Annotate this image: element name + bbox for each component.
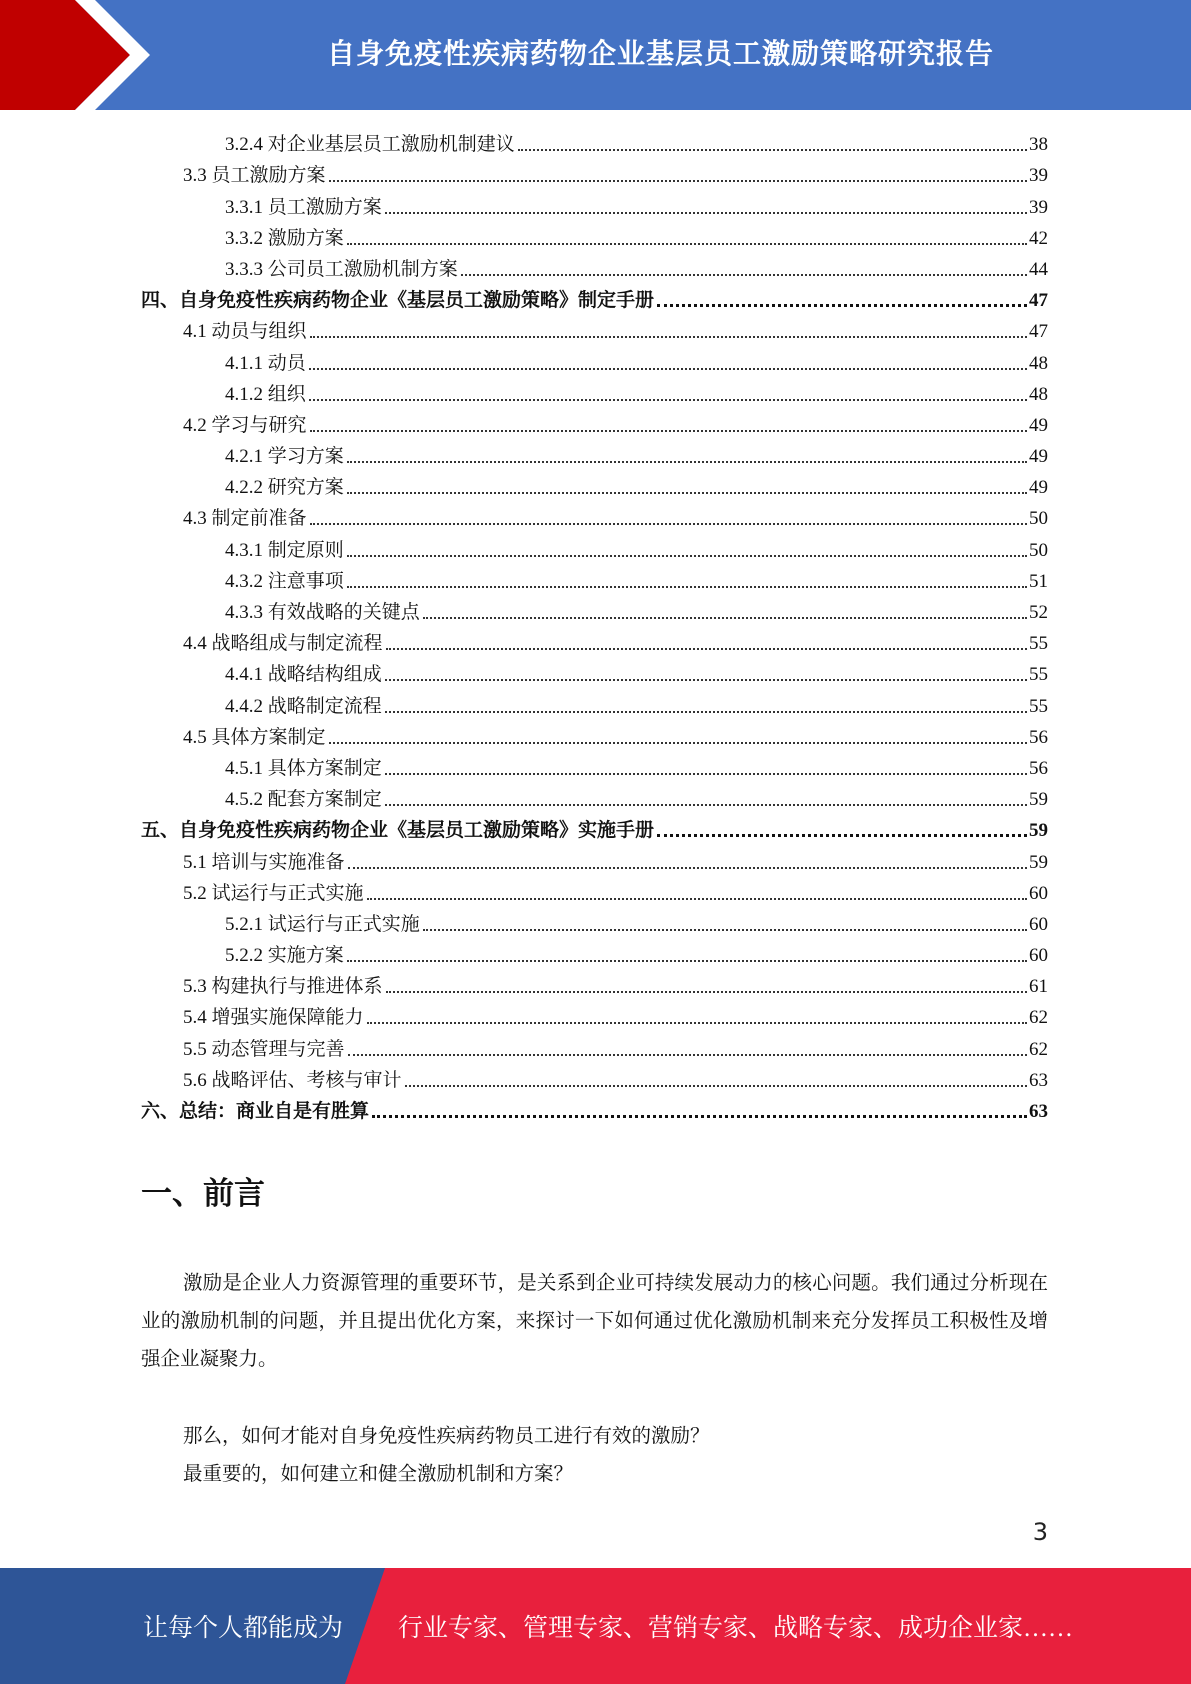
toc-entry[interactable]	[141, 282, 1048, 313]
toc-entry-title: 4.3 制定前准备	[183, 508, 307, 530]
toc-entry-title: 5.2.2 实施方案	[225, 945, 344, 967]
toc-entry-title: 4.2.2 研究方案	[225, 477, 344, 499]
toc-entry[interactable]	[141, 968, 1048, 999]
toc-entry-title: 5.1 培训与实施准备	[183, 851, 345, 873]
toc-entry-page: 42	[1029, 227, 1048, 249]
toc-entry-page: 59	[1029, 789, 1048, 811]
toc-entry-title: 4.2 学习与研究	[183, 414, 307, 436]
toc-leader-dots	[329, 180, 1027, 182]
toc-entry[interactable]	[141, 781, 1048, 812]
toc-entry-title: 4.5 具体方案制定	[183, 726, 326, 748]
toc-leader-dots	[386, 991, 1027, 993]
toc-entry-page: 49	[1029, 446, 1048, 468]
page-number: 3	[1032, 1518, 1048, 1546]
toc-entry-title: 六、总结：商业自是有胜算	[141, 1101, 370, 1122]
toc-entry-page: 50	[1029, 539, 1048, 561]
toc-entry[interactable]	[141, 843, 1048, 874]
toc-entry-page: 50	[1029, 508, 1048, 530]
toc-leader-dots	[423, 617, 1027, 619]
toc-entry-page: 47	[1029, 290, 1048, 312]
toc-entry-title: 5.2.1 试运行与正式实施	[225, 913, 420, 935]
toc-entry[interactable]	[141, 906, 1048, 937]
toc-entry-title: 4.4 战略组成与制定流程	[183, 633, 383, 655]
toc-entry-page: 39	[1029, 196, 1048, 218]
toc-entry-title: 五、自身免疫性疾病药物企业《基层员工激励策略》实施手册	[141, 820, 655, 842]
toc-entry-page: 52	[1029, 602, 1048, 623]
toc-entry-page: 61	[1029, 976, 1048, 998]
toc-entry[interactable]	[141, 407, 1048, 438]
toc-entry[interactable]	[141, 220, 1048, 251]
toc-entry-page: 55	[1029, 695, 1048, 717]
toc-entry-page: 63	[1029, 1101, 1048, 1122]
toc-leader-dots	[367, 1022, 1027, 1024]
toc-entry-title: 4.1.2 组织	[225, 383, 306, 405]
toc-leader-dots	[461, 274, 1027, 276]
toc-entry[interactable]	[141, 1030, 1048, 1061]
toc-leader-dots	[310, 336, 1027, 338]
toc-leader-dots	[347, 461, 1027, 463]
toc-entry[interactable]	[141, 563, 1048, 594]
toc-entry[interactable]	[141, 1093, 1048, 1124]
toc-leader-dots	[347, 243, 1027, 245]
toc-leader-dots	[367, 898, 1027, 900]
toc-entry-page: 38	[1029, 134, 1048, 156]
toc-entry[interactable]	[141, 157, 1048, 188]
toc-entry-page: 55	[1029, 664, 1048, 686]
toc-leader-dots	[385, 773, 1027, 775]
toc-entry[interactable]	[141, 188, 1048, 219]
toc-entry[interactable]	[141, 469, 1048, 500]
toc-leader-dots	[347, 555, 1027, 557]
toc-entry-title: 3.3.2 激励方案	[225, 227, 344, 249]
intro-paragraph: 激励是企业人力资源管理的重要环节，是关系到企业可持续发展动力的核心问题。我们通过分析现在业的激励机制的问题，并且提出优化方案，来探讨一下如何通过优化激励机制来充分发挥员工积极性及增强企业凝聚力。	[141, 1273, 1048, 1370]
toc-entry-page: 56	[1029, 757, 1048, 779]
toc-entry-page: 62	[1029, 1038, 1048, 1060]
toc-entry-page: 60	[1029, 913, 1048, 935]
toc-leader-dots	[385, 212, 1027, 214]
toc-entry[interactable]	[141, 531, 1048, 562]
toc-entry[interactable]	[141, 126, 1048, 157]
toc-entry[interactable]	[141, 937, 1048, 968]
toc-entry-title: 四、自身免疫性疾病药物企业《基层员工激励策略》制定手册	[141, 290, 655, 312]
toc-entry[interactable]	[141, 500, 1048, 531]
toc-entry-title: 4.2.1 学习方案	[225, 446, 344, 468]
toc-entry-page: 39	[1029, 165, 1048, 187]
toc-entry[interactable]	[141, 594, 1048, 625]
toc-entry-page: 55	[1029, 633, 1048, 655]
toc-entry-page: 48	[1029, 383, 1048, 405]
toc-entry-title: 4.5.1 具体方案制定	[225, 757, 382, 779]
toc-leader-dots	[309, 368, 1027, 370]
toc-leader-dots	[423, 929, 1027, 931]
toc-entry-title: 3.3.1 员工激励方案	[225, 196, 382, 218]
toc-entry-title: 4.3.2 注意事项	[225, 570, 344, 592]
toc-entry-page: 60	[1029, 945, 1048, 967]
toc-entry-page: 59	[1029, 820, 1048, 842]
toc-entry-title: 3.3 员工激励方案	[183, 165, 326, 187]
toc-leader-dots	[309, 399, 1027, 401]
toc-entry-page: 48	[1029, 352, 1048, 374]
toc-entry[interactable]	[141, 687, 1048, 718]
toc-entry[interactable]	[141, 719, 1048, 750]
table-of-contents	[141, 126, 1048, 1124]
toc-leader-dots	[518, 149, 1027, 151]
toc-entry[interactable]	[141, 875, 1048, 906]
toc-leader-dots	[385, 804, 1027, 806]
toc-leader-dots	[348, 867, 1027, 869]
toc-leader-dots	[386, 648, 1027, 650]
toc-entry-page: 56	[1029, 726, 1048, 748]
toc-entry-page: 59	[1029, 851, 1048, 873]
page-footer	[0, 1568, 1191, 1684]
toc-leader-dots	[385, 679, 1027, 681]
toc-leader-dots	[347, 586, 1027, 588]
toc-entry-page: 63	[1029, 1069, 1048, 1091]
toc-leader-dots	[310, 430, 1027, 432]
toc-entry-title: 3.2.4 对企业基层员工激励机制建议	[225, 134, 515, 156]
toc-leader-dots	[329, 742, 1027, 744]
toc-entry[interactable]	[141, 750, 1048, 781]
toc-entry-title: 4.1.1 动员	[225, 352, 306, 374]
toc-entry[interactable]	[141, 625, 1048, 656]
toc-entry-title: 4.5.2 配套方案制定	[225, 789, 382, 811]
toc-entry-page: 49	[1029, 477, 1048, 499]
toc-entry-page: 44	[1029, 258, 1048, 280]
toc-entry-page: 49	[1029, 414, 1048, 436]
toc-entry[interactable]	[141, 376, 1048, 407]
toc-entry-page: 62	[1029, 1007, 1048, 1029]
toc-entry-page: 47	[1029, 321, 1048, 343]
toc-entry-title: 5.3 构建执行与推进体系	[183, 976, 383, 998]
toc-entry[interactable]	[141, 344, 1048, 375]
toc-entry-title: 5.4 增强实施保障能力	[183, 1007, 364, 1029]
toc-entry[interactable]	[141, 313, 1048, 344]
toc-entry-page: 60	[1029, 882, 1048, 904]
toc-entry-title: 5.2 试运行与正式实施	[183, 882, 364, 904]
toc-entry-title: 3.3.3 公司员工激励机制方案	[225, 258, 458, 280]
toc-entry-title: 4.1 动员与组织	[183, 321, 307, 343]
toc-entry[interactable]	[141, 999, 1048, 1030]
toc-entry-page: 51	[1029, 570, 1048, 592]
toc-entry[interactable]	[141, 656, 1048, 687]
toc-entry-title: 4.3.1 制定原则	[225, 539, 344, 561]
question-line-1: 那么，如何才能对自身免疫性疾病药物员工进行有效的激励？	[183, 1426, 710, 1447]
toc-leader-dots	[310, 523, 1027, 525]
header-arrow-graphic	[0, 0, 150, 110]
toc-leader-dots	[347, 492, 1027, 494]
toc-leader-dots	[347, 960, 1027, 962]
toc-entry-title: 4.4.1 战略结构组成	[225, 664, 382, 686]
toc-leader-dots	[657, 834, 1027, 837]
toc-leader-dots	[657, 304, 1027, 307]
toc-entry[interactable]	[141, 438, 1048, 469]
toc-leader-dots	[348, 1054, 1027, 1056]
toc-leader-dots	[372, 1115, 1027, 1118]
footer-slogan: 让每个人都能成为	[143, 1615, 344, 1642]
toc-entry-title: 5.5 动态管理与完善	[183, 1038, 345, 1060]
toc-entry-title: 4.3.3 有效战略的关键点	[225, 602, 420, 623]
document-title: 自身免疫性疾病药物企业基层员工激励策略研究报告	[326, 36, 994, 70]
section-heading: 一、前言	[141, 1176, 265, 1212]
toc-entry[interactable]	[141, 812, 1048, 843]
toc-entry-title: 4.4.2 战略制定流程	[225, 695, 382, 717]
toc-entry[interactable]	[141, 1062, 1048, 1093]
question-line-2: 最重要的，如何建立和健全激励机制和方案？	[183, 1464, 574, 1485]
footer-roles: 行业专家、管理专家、营销专家、战略专家、成功企业家……	[398, 1615, 1074, 1642]
toc-entry[interactable]	[141, 251, 1048, 282]
toc-entry-title: 5.6 战略评估、考核与审计	[183, 1069, 402, 1091]
toc-leader-dots	[385, 711, 1027, 713]
page-header	[0, 0, 1191, 110]
toc-leader-dots	[405, 1085, 1027, 1087]
